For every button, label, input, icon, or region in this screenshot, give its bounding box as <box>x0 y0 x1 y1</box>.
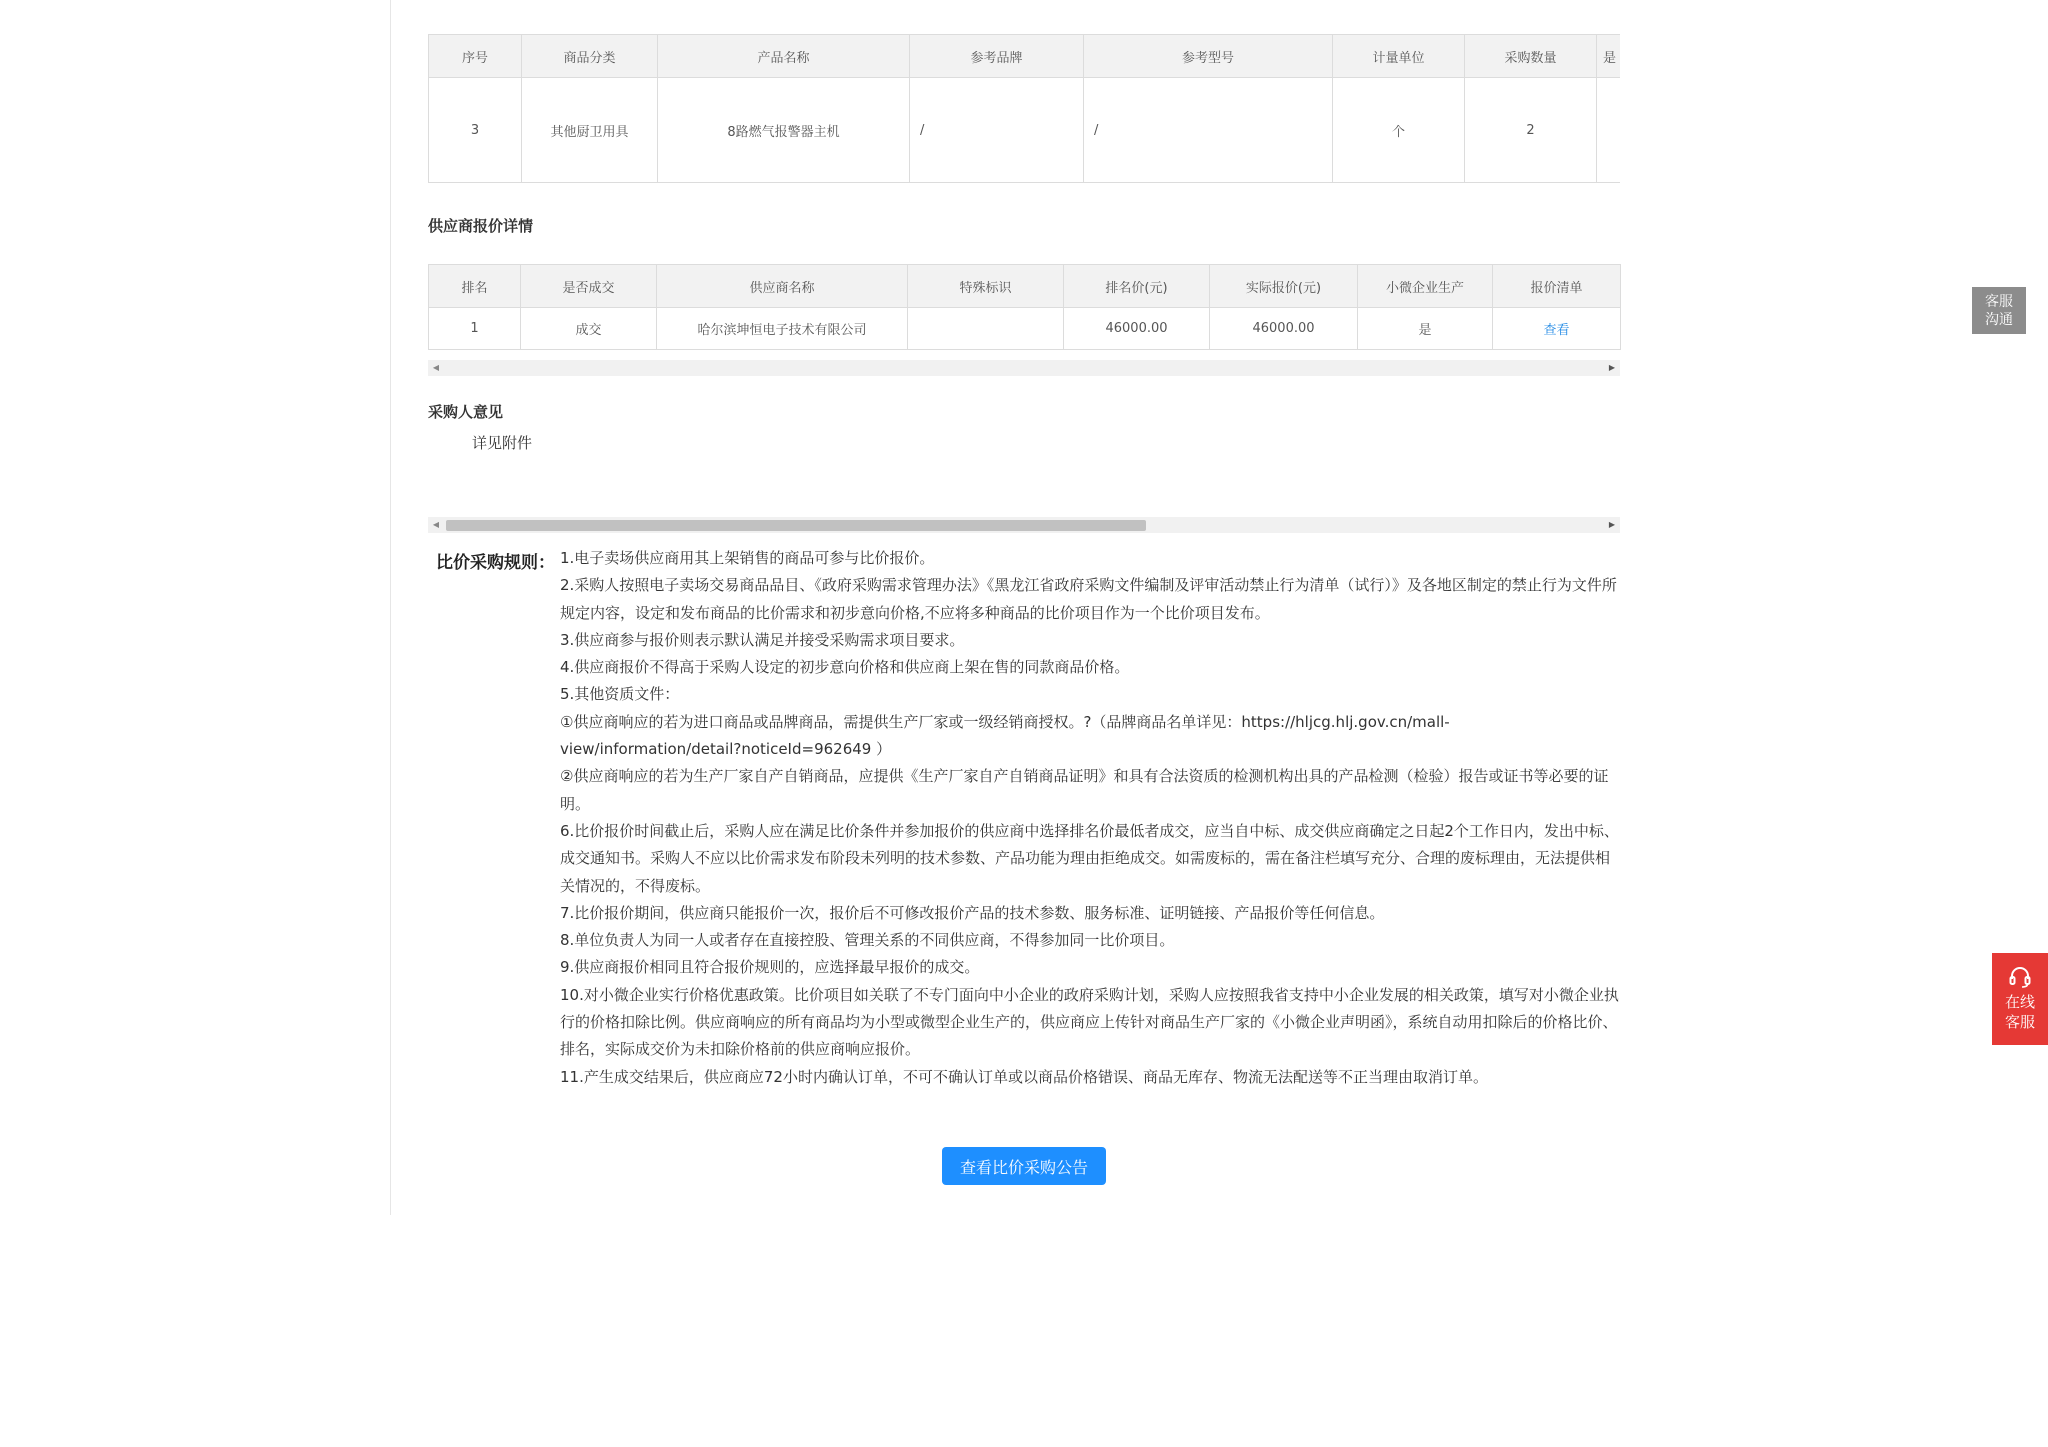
col-header-clipped: 是 <box>1597 35 1621 78</box>
cell-ref-brand: / <box>910 78 1084 183</box>
customer-service-chat-widget[interactable] <box>1972 287 2026 334</box>
buyer-opinion-title: 采购人意见 <box>428 403 504 421</box>
cell-quote-list <box>1493 308 1621 350</box>
cell-clipped <box>1597 78 1621 183</box>
col-header-deal-status: 是否成交 <box>521 265 657 308</box>
rule-item: 3.供应商参与报价则表示默认满足并接受采购需求项目要求。 <box>560 630 965 649</box>
rule-item: ①供应商响应的若为进口商品或品牌商品，需提供生产厂家或一级经销商授权。?（品牌商品名单详见：https://hljcg.hlj.gov.cn/mall-view/information/detail?noticeId=962649 ） <box>560 712 1450 759</box>
supplier-table-scrollbar[interactable] <box>428 360 1620 376</box>
rule-item: 2.采购人按照电子卖场交易商品品目、《政府采购需求管理办法》《黑龙江省政府采购文件编制及评审活动禁止行为清单（试行）》及各地区制定的禁止行为文件所规定内容，设定和发布商品的比价需求和初步意向价格,不应将多种商品的比价项目作为一个比价项目发布。 <box>560 576 1617 622</box>
col-header-ref-model: 参考型号 <box>1084 35 1333 78</box>
product-table-wrapper <box>428 34 1620 183</box>
col-header-quote-list: 报价清单 <box>1493 265 1621 308</box>
col-header-rank-price: 排名价(元) <box>1064 265 1210 308</box>
cell-small-enterprise: 是 <box>1358 308 1493 350</box>
scroll-right-arrow-icon[interactable]: ▶ <box>1608 520 1616 529</box>
scroll-right-arrow-icon[interactable]: ▶ <box>1608 363 1616 372</box>
cell-deal-status: 成交 <box>521 308 657 350</box>
table-row <box>429 308 1621 350</box>
online-service-widget[interactable] <box>1992 953 2048 1045</box>
col-header-index: 序号 <box>429 35 522 78</box>
cell-category: 其他厨卫用具 <box>522 78 658 183</box>
buyer-opinion-text: 详见附件 <box>472 434 533 452</box>
supplier-table-header <box>429 265 1621 308</box>
col-header-product-name: 产品名称 <box>658 35 910 78</box>
rule-item: 8.单位负责人为同一人或者存在直接控股、管理关系的不同供应商，不得参加同一比价项目。 <box>560 931 1175 950</box>
rule-item: 5.其他资质文件： <box>560 685 680 704</box>
product-table-header <box>429 35 1621 78</box>
supplier-quote-table <box>428 264 1621 350</box>
cell-ref-model: / <box>1084 78 1333 183</box>
product-table <box>428 34 1620 183</box>
view-comparison-notice-button[interactable]: 查看比价采购公告 <box>942 1147 1106 1185</box>
table-row <box>429 78 1621 183</box>
cell-rank-price: 46000.00 <box>1064 308 1210 350</box>
online-service-line2: 客服 <box>2004 1013 2035 1031</box>
online-service-line1: 在线 <box>2004 993 2035 1011</box>
cell-quantity: 2 <box>1465 78 1597 183</box>
headset-icon <box>2008 966 2032 988</box>
rule-item: 6.比价报价时间截止后，采购人应在满足比价条件并参加报价的供应商中选择排名价最低者成交，应当自中标、成交供应商确定之日起2个工作日内，发出中标、成交通知书。采购人不应以比价需求发布阶段未列明的技术参数、产品功能为理由拒绝成交。如需废标的，需在备注栏填写充分、合理的废标理由，无法提供相关情况的，不得废标。 <box>560 821 1619 895</box>
rule-item: 7.比价报价期间，供应商只能报价一次，报价后不可修改报价产品的技术参数、服务标准、证明链接、产品报价等任何信息。 <box>560 903 1385 922</box>
rule-item: 1.电子卖场供应商用其上架销售的商品可参与比价报价。 <box>560 549 935 567</box>
rule-item: 10.对小微企业实行价格优惠政策。比价项目如关联了不专门面向中小企业的政府采购计划，采购人应按照我省支持中小企业发展的相关政策，填写对小微企业执行的价格扣除比例。供应商响应的所有商品均为小型或微型企业生产的，供应商应上传针对商品生产厂家的《小微企业声明函》，系统自动用扣除后的价格比价、排名，实际成交价为未扣除价格前的供应商响应报价。 <box>560 985 1619 1059</box>
rule-item: 4.供应商报价不得高于采购人设定的初步意向价格和供应商上架在售的同款商品价格。 <box>560 658 1130 677</box>
col-header-category: 商品分类 <box>522 35 658 78</box>
supplier-quote-title: 供应商报价详情 <box>428 217 534 235</box>
cell-actual-price: 46000.00 <box>1210 308 1358 350</box>
cell-special-mark <box>908 308 1064 350</box>
col-header-special-mark: 特殊标识 <box>908 265 1064 308</box>
rule-item: 11.产生成交结果后，供应商应72小时内确认订单，不可不确认订单或以商品价格错误、商品无库存、物流无法配送等不正当理由取消订单。 <box>560 1067 1488 1086</box>
rules-label: 比价采购规则： <box>436 553 555 573</box>
cell-unit: 个 <box>1333 78 1465 183</box>
col-header-quantity: 采购数量 <box>1465 35 1597 78</box>
cell-index: 3 <box>429 78 522 183</box>
scrollbar-thumb[interactable] <box>446 520 1146 531</box>
cs-label-line1: 客服 <box>1985 293 2013 310</box>
scroll-left-arrow-icon[interactable]: ◀ <box>432 520 440 529</box>
scroll-left-arrow-icon[interactable]: ◀ <box>432 363 440 372</box>
cell-rank: 1 <box>429 308 521 350</box>
col-header-ref-brand: 参考品牌 <box>910 35 1084 78</box>
col-header-unit: 计量单位 <box>1333 35 1465 78</box>
rule-item: 9.供应商报价相同且符合报价规则的，应选择最早报价的成交。 <box>560 958 980 977</box>
col-header-rank: 排名 <box>429 265 521 308</box>
rules-list <box>560 545 1620 1091</box>
col-header-actual-price: 实际报价(元) <box>1210 265 1358 308</box>
page-section-scrollbar[interactable] <box>428 517 1620 533</box>
cs-label-line2: 沟通 <box>1985 311 2013 328</box>
view-quote-list-link[interactable]: 查看 <box>1543 323 1570 338</box>
content-left-border <box>390 0 391 1215</box>
col-header-supplier-name: 供应商名称 <box>657 265 908 308</box>
main-content <box>428 34 1620 1086</box>
cell-product-name: 8路燃气报警器主机 <box>658 78 910 183</box>
cell-supplier-name: 哈尔滨坤恒电子技术有限公司 <box>657 308 908 350</box>
rule-item: ②供应商响应的若为生产厂家自产自销商品，应提供《生产厂家自产自销商品证明》和具有合法资质的检测机构出具的产品检测（检验）报告或证书等必要的证明。 <box>560 767 1609 813</box>
col-header-small-enterprise: 小微企业生产 <box>1358 265 1493 308</box>
